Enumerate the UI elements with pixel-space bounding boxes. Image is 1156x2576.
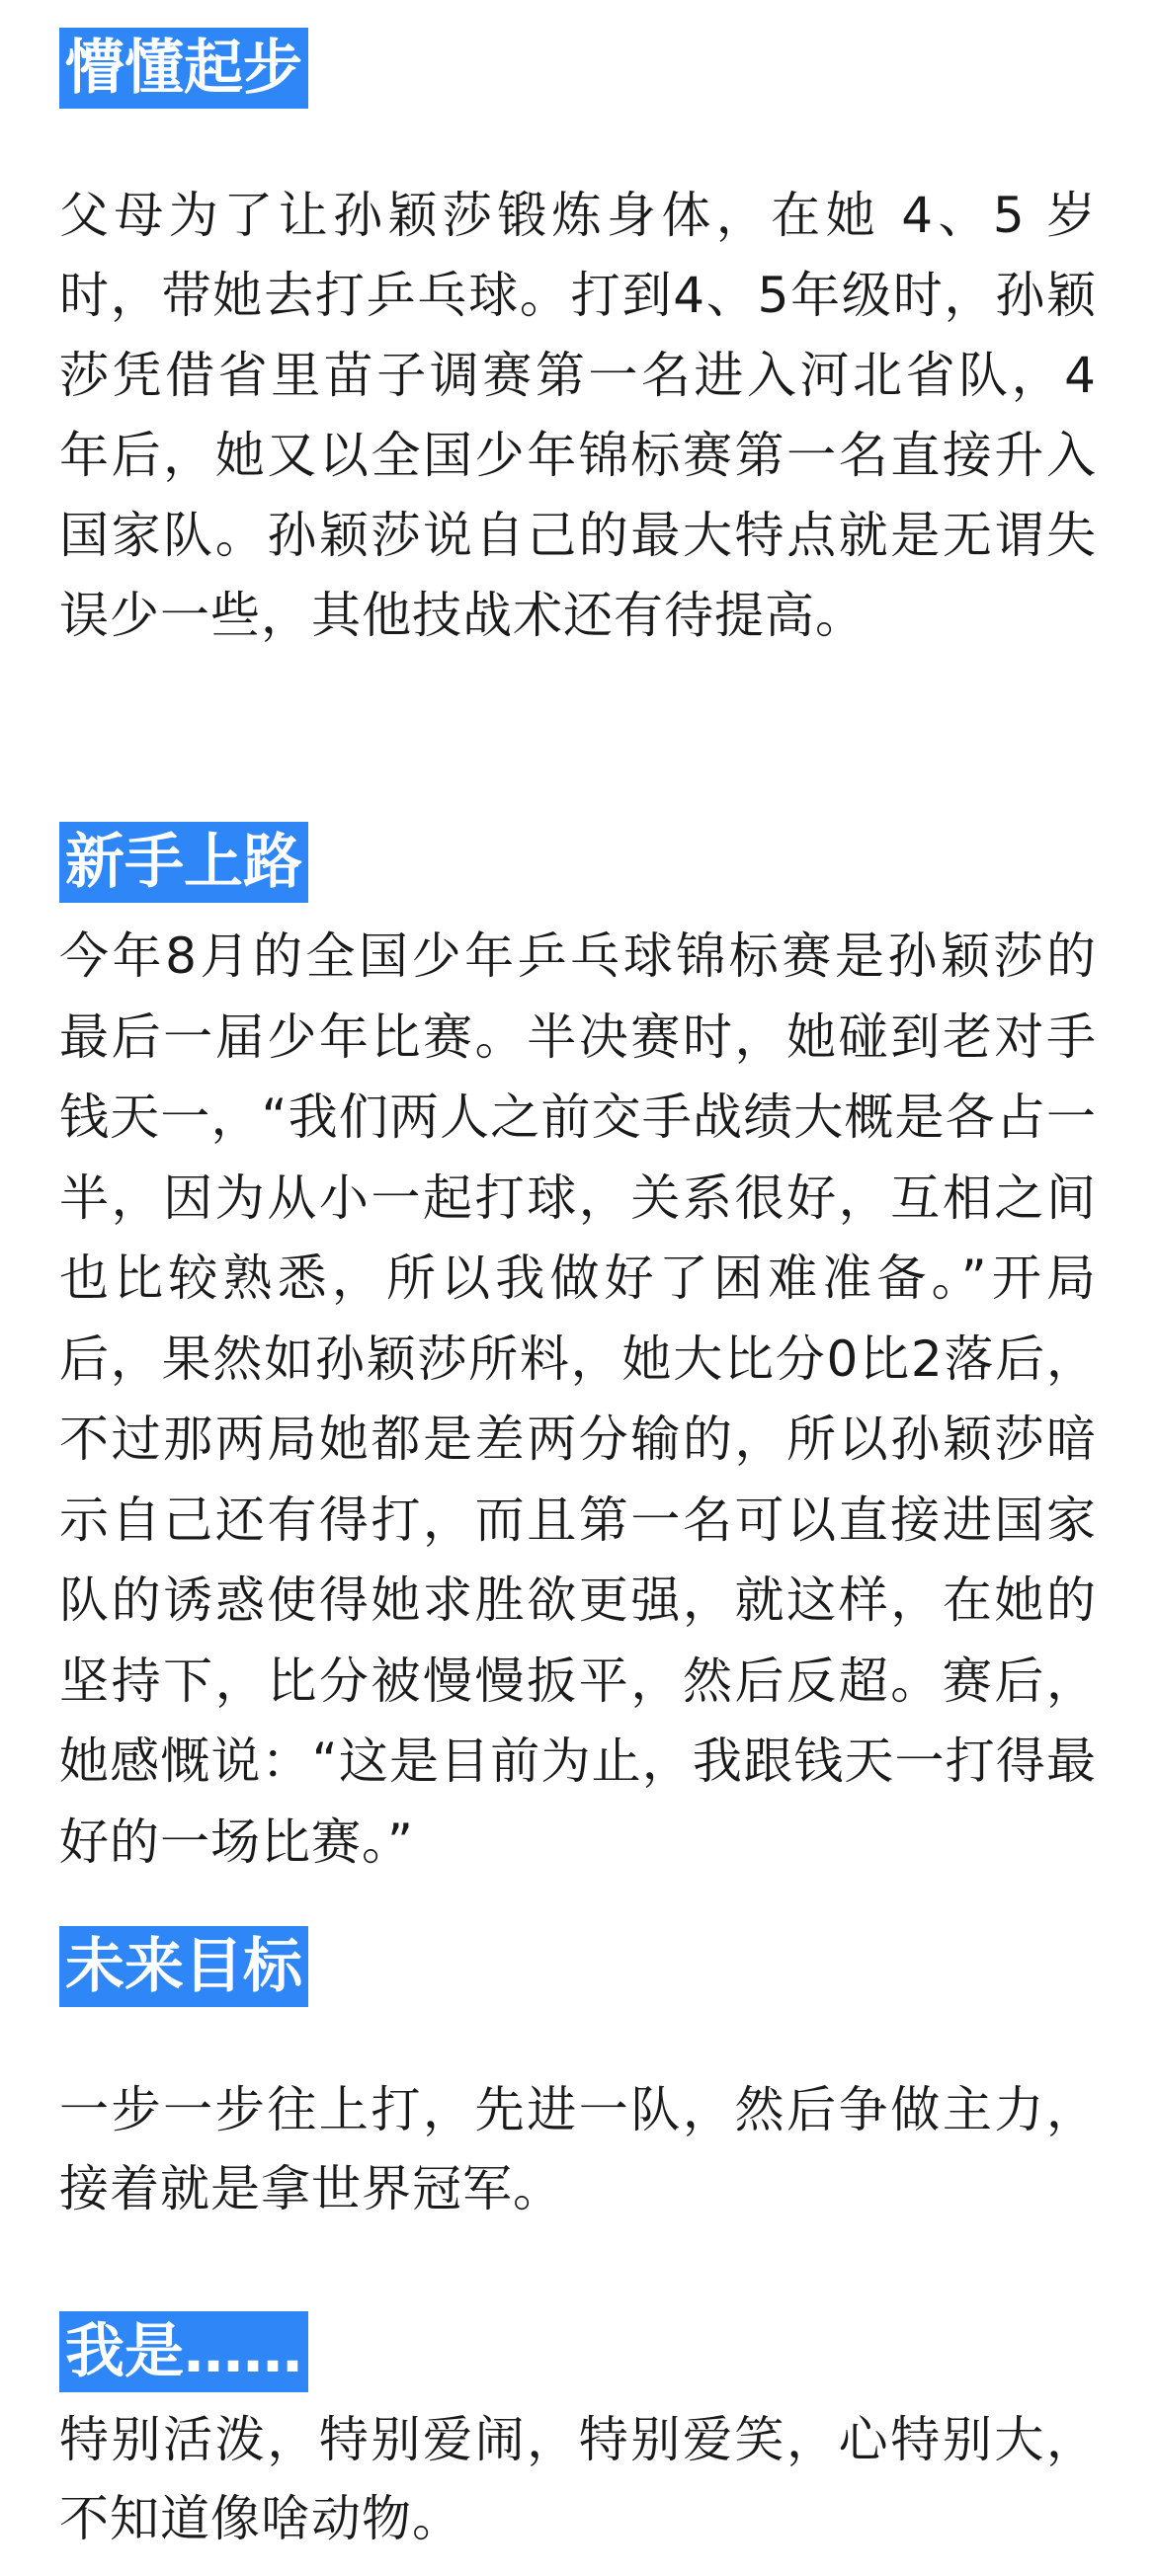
section-heading-beginning: 懵懂起步 (59, 28, 308, 109)
section-heading-future-goal: 未来目标 (59, 1926, 308, 2007)
section-body-future-goal: 一步一步往上打，先进一队，然后争做主力，接着就是拿世界冠军。 (59, 2081, 1097, 2217)
section-body-new-start: 今年8月的全国少年乒乓球锦标赛是孙颖莎的最后一届少年比赛。半决赛时，她碰到老对手钱天一，“我们两人之前交手战绩大概是各占一半，因为从小一起打球，关系很好，互相之间也比较熟悉，所以我做好了困难准备。”开局后，果然如孙颖莎所料，她大比分0比2落后，不过那两局她都是差两分输的，所以孙颖莎暗示自己还有得打，而且第一名可以直接进国家队的诱惑使得她求胜欲更强，就这样，在她的坚持下，比分被慢慢扳平，然后反超。赛后，她感慨说：“这是目前为止，我跟钱天一打得最好的一场比赛。” (59, 927, 1097, 1871)
section-body-i-am: 特别活泼，特别爱闹，特别爱笑，心特别大，不知道像啥动物。 (59, 2411, 1097, 2547)
section-body-beginning: 父母为了让孙颖莎锻炼身体，在她 4、5 岁时，带她去打乒乓球。打到4、5年级时，孙颖莎凭借省里苗子调赛第一名进入河北省队，4年后，她又以全国少年锦标赛第一名直接升入国家队。孙颖莎说自己的最大特点就是无谓失误少一些，其他技战术还有待提高。 (59, 187, 1097, 644)
section-heading-i-am: 我是…… (59, 2311, 308, 2392)
section-heading-new-start: 新手上路 (59, 822, 308, 903)
